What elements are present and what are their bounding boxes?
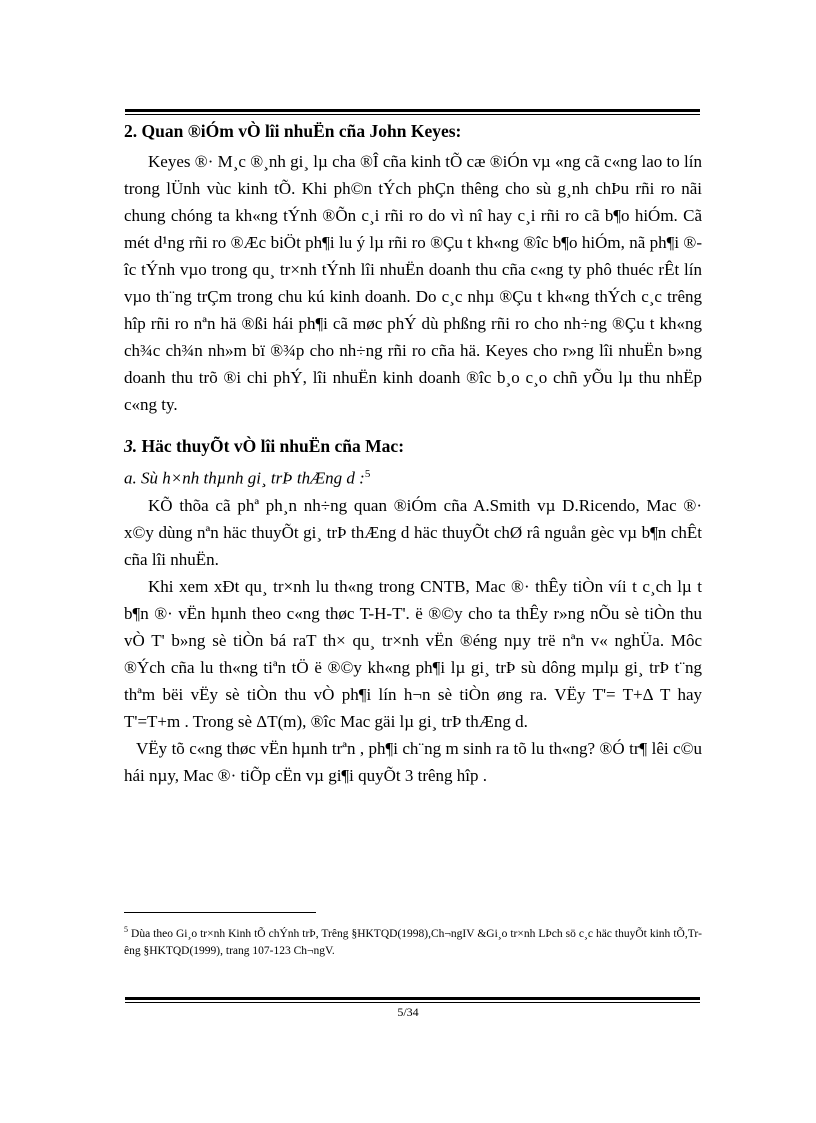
section-3-title: Häc thuyÕt vÒ lîi nhuËn cña Mac:: [137, 436, 405, 456]
section-2-heading: 2. Quan ®iÓm vÒ lîi nhuËn cña John Keyes:: [124, 121, 462, 141]
section-3-paragraph-2: Khi xem xÐt qu¸ tr×nh lu th«ng trong CNTB, Mac ®· thÊy tiÒn víi t c¸ch lµ t b¶n ®· vËn hµnh theo c«ng thøc T-H-T'. ë ®©y cho ta thÊy r»ng nÕu sè tiÒn thu vÒ T' b»ng sè tiÒn bá raT th× qu¸ tr×nh vËn ®éng nµy trë nªn v« nghÜa. Môc ®Ých cña lu th«ng tiªn tÖ ë ®©y kh«ng ph¶i lµ gi¸ trÞ sù dông mµlµ gi¸ trÞ t¨ng thªm bëi vËy sè tiÒn thu vÒ ph¶i lín h¬n sè tiÒn øng ra. VËy T'= T+Δ T hay T'=T+m . Trong sè ΔT(m), ®îc Mac gäi lµ gi¸ trÞ thÆng d.: [124, 576, 702, 731]
section-3a-title: a. Sù h×nh thµnh gi¸ trÞ thÆng d :: [124, 468, 365, 488]
section-3-number: 3.: [124, 436, 138, 456]
footnote-mark: 5: [124, 925, 128, 934]
page-body: [124, 118, 702, 789]
footnote: [124, 921, 702, 960]
section-3-paragraph-3: VËy tõ c«ng thøc vËn hµnh trªn , ph¶i ch¨ng m sinh ra tõ lu th«ng? ®Ó tr¶ lêi c©u hái nµy, Mac ®· tiÕp cËn vµ gi¶i quyÕt 3 trêng hîp .: [124, 738, 702, 785]
footer-rule-thick: [125, 997, 700, 1000]
section-3-paragraph-1: KÕ thõa cã phª ph¸n nh÷ng quan ®iÓm cña A.Smith vµ D.Ricendo, Mac ®· x©y dùng nªn häc thuyÕt gi¸ trÞ thÆng d häc thuyÕt chØ râ nguån gèc vµ b¶n chÊt cña lîi nhuËn.: [124, 495, 702, 569]
header-double-rule: [125, 109, 700, 115]
footnote-reference: 5: [364, 468, 371, 480]
page-number: 5/34: [397, 1005, 419, 1019]
section-3-heading: [124, 433, 702, 459]
footnote-text: Dùa theo Gi¸o tr×nh Kinh tÕ chÝnh trÞ, Trêng §HKTQD(1998),Ch¬ngIV &Gi¸o tr×nh LÞch sö c¸c häc thuyÕt kinh tÕ,Trêng §HKTQD(1999), trang 107-123 Ch¬ngV.: [124, 927, 702, 957]
footnote-separator: [124, 912, 316, 913]
header-rule-thin: [125, 114, 700, 115]
section-2-paragraph: Keyes ®· M¸c ®¸nh gi¸ lµ cha ®Î cña kinh tÕ cæ ®iÓn vµ «ng cã c«ng lao to lín trong lÜnh vùc kinh tÕ. Khi ph©n tÝch phÇn thêng cho sù g¸nh chÞu rñi ro nãi chung chóng ta kh«ng tÝnh ®Õn c¸i rñi ro do vì nî hay c¸i rñi ro cã b¶o hiÓm. Cã mét d¹ng rñi ro ®Æc biÖt ph¶i lu ý lµ rñi ro ®Çu t kh«ng ®îc b¶o hiÓm, nã ph¶i ®îc tÝnh vµo trong qu¸ tr×nh tÝnh lîi nhuËn doanh thu cña c«ng ty phô thuéc rÊt lín vµo th¨ng trÇm trong chu kú kinh doanh. Do c¸c nhµ ®Çu t kh«ng thÝch c¸c trêng hîp rñi ro nªn hä ®ßi hái ph¶i cã møc phÝ dù phßng rñi ro cho nh÷ng ®Çu t kh«ng ch¾c ch¾n nh»m bï ®¾p cho nh÷ng rñi ro cña hä. Keyes cho r»ng lîi nhuËn b»ng doanh thu trõ ®i chi phÝ, lîi nhuËn kinh doanh ®îc b¸o c¸o chñ yÕu lµ thu nhËp c«ng ty.: [124, 152, 702, 414]
section-3a-subheading: [124, 461, 702, 492]
footer-rule-thin: [125, 1002, 700, 1003]
footer-double-rule: [125, 997, 700, 1003]
header-rule-thick: [125, 109, 700, 112]
